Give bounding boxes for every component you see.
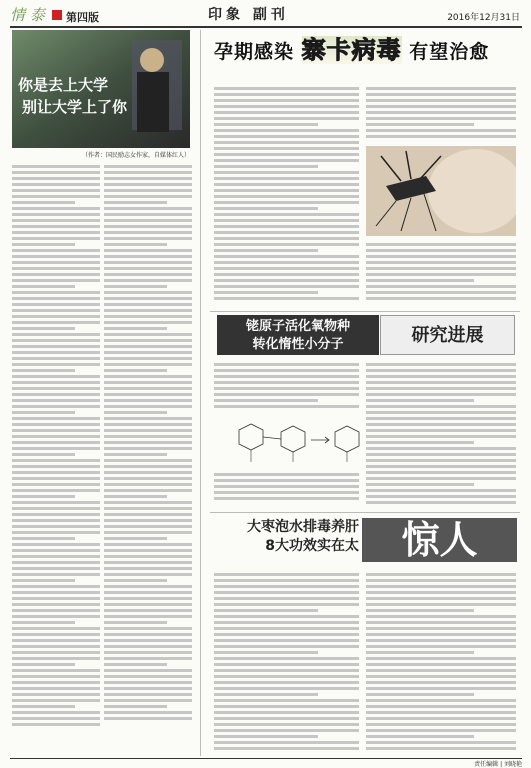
brand-logo: 情 泰 (10, 6, 45, 24)
divider-1 (210, 311, 520, 312)
article3-title-right: 研究进展 (380, 315, 515, 355)
chemical-structure-diagram (219, 420, 369, 468)
footer-editor: 责任编辑 | 刘晓艳 (474, 761, 522, 768)
article3-body-col1 (214, 360, 359, 418)
article1-body-col2 (104, 162, 192, 748)
article2-title (214, 30, 516, 80)
article2-photo (366, 146, 516, 236)
article2-title-big: 寨卡病毒 (301, 36, 402, 64)
page-footer (10, 758, 522, 767)
section-title: 印象 副刊 (208, 7, 289, 23)
article2-body-col1 (214, 84, 359, 309)
column-divider (200, 30, 201, 756)
article1-title-line2: 别让大学上了你 (22, 98, 128, 116)
article3-body-col1b (214, 470, 359, 508)
page-header (10, 4, 522, 28)
article2-body-col2 (366, 84, 516, 144)
article1-photo (12, 30, 190, 148)
edition-label: 第四版 (66, 11, 99, 24)
article4-body-col2 (366, 570, 516, 752)
article3-title-left-line2: 转化惰性小分子 (252, 337, 344, 352)
article1-title-line1: 你是去上大学 (18, 76, 109, 94)
article1-caption: （作者：国民励志女作家，自媒体红人） (81, 152, 190, 159)
divider-2 (210, 512, 520, 513)
article2-body-col3 (366, 240, 516, 308)
article2-title-post: 有望治愈 (409, 41, 490, 63)
article3-title-left (217, 315, 379, 355)
article4-body-col1 (214, 570, 359, 752)
article4-title-line2: 8大功效实在太 (265, 538, 359, 554)
article1-body-col1 (12, 162, 100, 748)
brand-mark-icon (52, 10, 62, 20)
article4-title-line1: 大枣泡水排毒养肝 (247, 519, 359, 535)
article3-title-left-line1: 铑原子活化氧物种 (245, 319, 350, 334)
article4-title-big: 惊人 (362, 518, 517, 562)
article3-body-col2 (366, 360, 516, 508)
article2-title-pre: 孕期感染 (214, 41, 295, 63)
article4-title (213, 518, 359, 556)
issue-date: 2016年12月31日 (447, 13, 520, 23)
